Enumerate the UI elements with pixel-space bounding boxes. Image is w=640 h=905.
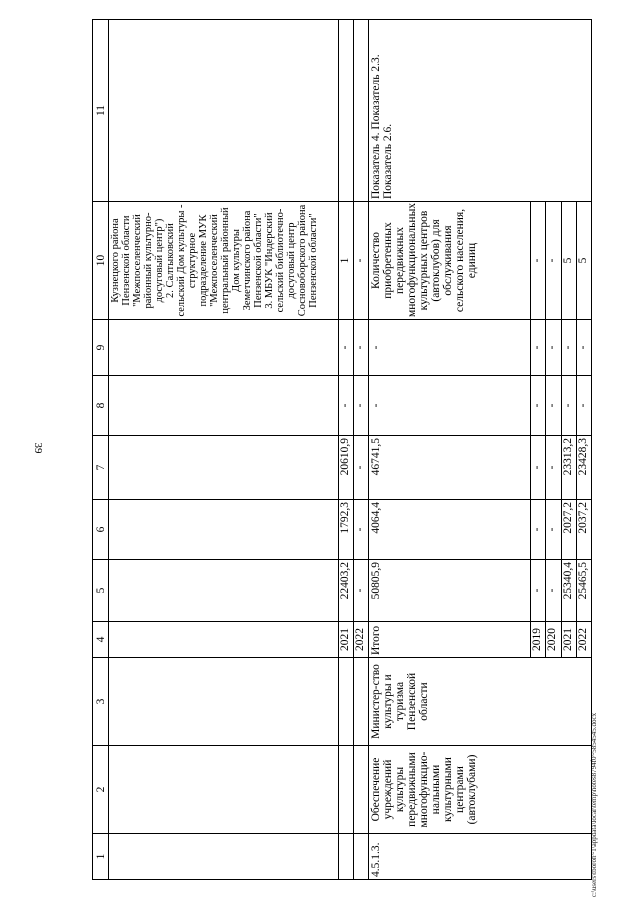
value-cell: -: [546, 376, 561, 436]
value-cell: 20610,9: [338, 436, 353, 500]
year-cell: 2020: [546, 622, 561, 658]
value-cell: 1: [338, 202, 353, 320]
value-cell: 2037,2: [576, 500, 591, 560]
header-cell: 4: [93, 622, 109, 658]
value-cell: -: [546, 436, 561, 500]
value-cell: -: [546, 320, 561, 376]
item-executor: Министер-ство культуры и туризма Пензенской области: [368, 658, 591, 746]
header-row: [93, 20, 109, 880]
program-table: [92, 19, 592, 880]
year-cell: 2022: [353, 622, 368, 658]
table-row: [368, 20, 530, 880]
value-cell: -: [546, 500, 561, 560]
total-label: Итого: [368, 622, 530, 658]
header-cell: 2: [93, 746, 109, 834]
value-cell: 23428,3: [576, 436, 591, 500]
indicator-link: Показатель 4. Показатель 2.3. Показатель 2.6.: [368, 20, 591, 202]
value-cell: -: [353, 320, 368, 376]
value-cell: 5: [561, 202, 576, 320]
value-cell: -: [353, 202, 368, 320]
page-number: 39: [32, 442, 44, 454]
value-cell: -: [576, 320, 591, 376]
value-cell: -: [353, 436, 368, 500]
value-cell: -: [338, 376, 353, 436]
item-number: 4.5.1.3.: [368, 834, 591, 880]
value-cell: -: [531, 436, 546, 500]
value-cell: -: [546, 560, 561, 622]
item-name: Обеспечение учреждений культуры передвижными многофункцио-нальными культурными центрами (автоклубами): [368, 746, 591, 834]
value-cell: -: [353, 500, 368, 560]
header-cell: 8: [93, 376, 109, 436]
value-cell: 50805,9: [368, 560, 530, 622]
header-cell: 9: [93, 320, 109, 376]
value-cell: 1792,3: [338, 500, 353, 560]
value-cell: 25465,5: [576, 560, 591, 622]
file-path-footer: c:\users\tboroh~1\appdata\local\temp\notes8794f0~5854545.docx: [590, 712, 598, 898]
value-cell: -: [368, 320, 530, 376]
value-cell: -: [338, 320, 353, 376]
rotated-table-wrapper: [92, 20, 592, 880]
table-row: [338, 20, 353, 880]
value-cell: -: [531, 202, 546, 320]
value-cell: 4064,4: [368, 500, 530, 560]
table-row: [353, 20, 368, 880]
value-cell: -: [531, 560, 546, 622]
value-cell: 5: [576, 202, 591, 320]
value-cell: -: [353, 560, 368, 622]
header-cell: 10: [93, 202, 109, 320]
value-cell: 25340,4: [561, 560, 576, 622]
recipients-cell: Кузнецкого района Пензенской области "Межпоселенческий районный культурно-досуговый центр") 2. Салтыковский сельский Дом культуры - структурное подразделение МУК "Межпоселенческий центральный районный Дом культуры Земетчинского района Пензенской области" 3. МБУК "Индерский сельский библиотечно-досуговый центр Сосновоборского района Пензенской области": [109, 202, 338, 320]
value-cell: -: [531, 500, 546, 560]
year-cell: 2022: [576, 622, 591, 658]
year-cell: 2019: [531, 622, 546, 658]
year-cell: 2021: [338, 622, 353, 658]
header-cell: 11: [93, 20, 109, 202]
value-cell: -: [531, 376, 546, 436]
value-cell: 2027,2: [561, 500, 576, 560]
header-cell: 7: [93, 436, 109, 500]
table-row: [109, 20, 338, 880]
value-cell: -: [561, 376, 576, 436]
value-cell: -: [531, 320, 546, 376]
value-cell: -: [368, 376, 530, 436]
header-cell: 3: [93, 658, 109, 746]
year-cell: 2021: [561, 622, 576, 658]
table-stage: [92, 20, 592, 880]
value-cell: -: [546, 202, 561, 320]
value-cell: -: [561, 320, 576, 376]
value-cell: -: [576, 376, 591, 436]
header-cell: 5: [93, 560, 109, 622]
value-cell: 46741,5: [368, 436, 530, 500]
value-cell: 23313,2: [561, 436, 576, 500]
indicator-cell: Количество приобретенных передвижных многофункциональных культурных центров (автоклубов) для обслуживания сельского населения, единиц: [368, 202, 530, 320]
value-cell: 22403,2: [338, 560, 353, 622]
value-cell: -: [353, 376, 368, 436]
header-cell: 1: [93, 834, 109, 880]
header-cell: 6: [93, 500, 109, 560]
